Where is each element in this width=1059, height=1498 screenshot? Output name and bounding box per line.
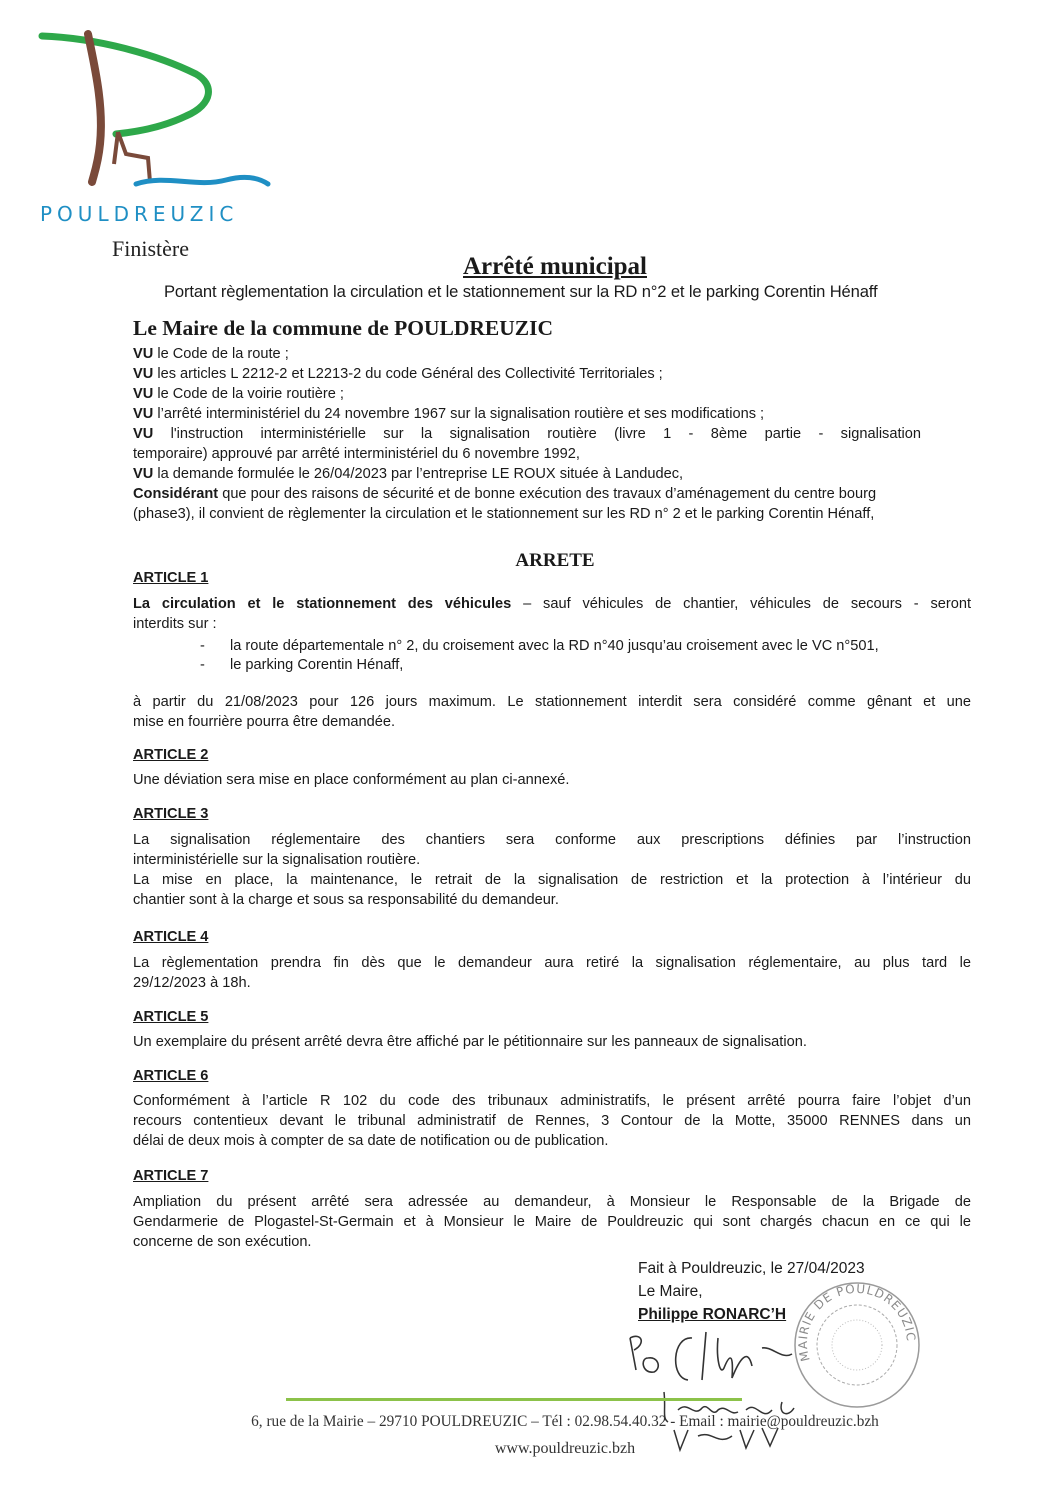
article-1-heading: ARTICLE 1 xyxy=(133,570,209,586)
department-name: Finistère xyxy=(112,236,189,261)
arrete-heading: ARRETE xyxy=(515,550,595,571)
bullet-dash: - xyxy=(200,657,205,673)
considerant-line: Considérant que pour des raisons de sécurité et de bonne exécution des travaux d’aménagement du centre bourg xyxy=(133,486,877,502)
footer-address: 6, rue de la Mairie – 29710 POULDREUZIC – Tél : 02.98.54.40.32 - Email : mairie@pouldreuzic.bzh xyxy=(251,1413,879,1430)
vu-item: VU le Code de la voirie routière ; xyxy=(133,386,344,402)
vu-item: VU le Code de la route ; xyxy=(133,346,289,362)
vu-item: VU l'instruction interministérielle sur la signalisation routière (livre 1 - 8ème partie - signalisation xyxy=(133,426,922,442)
document-title: Arrêté municipal xyxy=(463,253,647,280)
article-6-heading: ARTICLE 6 xyxy=(133,1068,209,1084)
logo-text: POULDREUZIC xyxy=(40,202,239,226)
signatory-name: Philippe RONARC’H xyxy=(638,1306,787,1323)
logo-green-stroke xyxy=(42,36,208,134)
vu-item-continued: temporaire) approuvé par arrêté interministériel du 6 novembre 1992, xyxy=(133,446,580,462)
article-1-bullet: le parking Corentin Hénaff, xyxy=(230,657,404,673)
article-2-body: Une déviation sera mise en place conformément au plan ci-annexé. xyxy=(133,772,570,788)
stamp-text: MAIRIE DE POULDREUZIC xyxy=(795,1281,919,1363)
article-5-body: Un exemplaire du présent arrêté devra être affiché par le pétitionnaire sur les panneaux de signalisation. xyxy=(133,1034,807,1050)
vu-item: VU les articles L 2212-2 et L2213-2 du code Général des Collectivité Territoriales ; xyxy=(133,366,663,382)
footer-website-link[interactable]: www.pouldreuzic.bzh xyxy=(494,1440,636,1457)
article-1-bullet: la route départementale n° 2, du croisement avec la RD n°40 jusqu’au croisement avec le VC n°501, xyxy=(230,638,879,654)
article-7-heading: ARTICLE 7 xyxy=(133,1168,209,1184)
pouldreuzic-logo-icon xyxy=(36,24,276,194)
considerant-line: (phase3), il convient de règlementer la circulation et le stationnement sur les RD n° 2 et le parking Corentin Hénaff, xyxy=(133,506,875,522)
article-6-body: Conformément à l’article R 102 du code des tribunaux administratifs, le présent arrêté pourra faire l’objet d’un recours contentieux devant le tribunal administratif de Rennes, 3 Contour de la Motte, 35000 RENNES dans un délai de deux mois à compter de sa date de notification ou de publication. xyxy=(133,1093,971,1149)
article-2-heading: ARTICLE 2 xyxy=(133,747,209,763)
logo-blue-wave xyxy=(136,177,268,184)
vu-item: VU l’arrêté interministériel du 24 novembre 1967 sur la signalisation routière et ses modifications ; xyxy=(133,406,765,422)
article-1-body: La circulation et le stationnement des véhicules – sauf véhicules de chantier, véhicules de secours - seront interdits sur : xyxy=(133,596,971,632)
logo-brown-stroke xyxy=(88,34,101,182)
article-5-heading: ARTICLE 5 xyxy=(133,1009,209,1025)
logo-brown-church xyxy=(114,132,150,182)
handwritten-signature-icon xyxy=(622,1318,842,1458)
vu-item: VU la demande formulée le 26/04/2023 par l’entreprise LE ROUX située à Landudec, xyxy=(133,466,684,482)
article-4-heading: ARTICLE 4 xyxy=(133,929,209,945)
article-1-after: à partir du 21/08/2023 pour 126 jours maximum. Le stationnement interdit sera considéré comme gênant et une mise en fourrière pourra être demandée. xyxy=(133,694,971,730)
document-subtitle: Portant règlementation la circulation et le stationnement sur la RD n°2 et le parking Corentin Hénaff xyxy=(164,282,878,301)
article-4-body: La règlementation prendra fin dès que le demandeur aura retiré la signalisation réglementaire, au plus tard le 29/12/2023 à 18h. xyxy=(133,955,971,991)
signatory-role: Le Maire, xyxy=(638,1283,703,1300)
vu-list xyxy=(133,344,971,524)
article-7-body: Ampliation du présent arrêté sera adressée au demandeur, à Monsieur le Responsable de la Brigade de Gendarmerie de Plogastel-St-Germain et à Monsieur le Maire de Pouldreuzic qui sont chargés chacun en ce qui le concerne de son exécution. xyxy=(133,1194,971,1250)
place-date: Fait à Pouldreuzic, le 27/04/2023 xyxy=(638,1260,865,1277)
footer-divider xyxy=(286,1398,742,1401)
mayor-heading: Le Maire de la commune de POULDREUZIC xyxy=(133,316,554,340)
article-3-body: La signalisation réglementaire des chantiers sera conforme aux prescriptions définies par l’instruction interministérielle sur la signalisation routière. La mise en place, la maintenance, le retrait de la signalisation de restriction et la protection à l’intérieur du chantier sont à la charge et sous sa responsabilité du demandeur. xyxy=(133,832,971,908)
article-3-heading: ARTICLE 3 xyxy=(133,806,209,822)
bullet-dash: - xyxy=(200,638,205,654)
